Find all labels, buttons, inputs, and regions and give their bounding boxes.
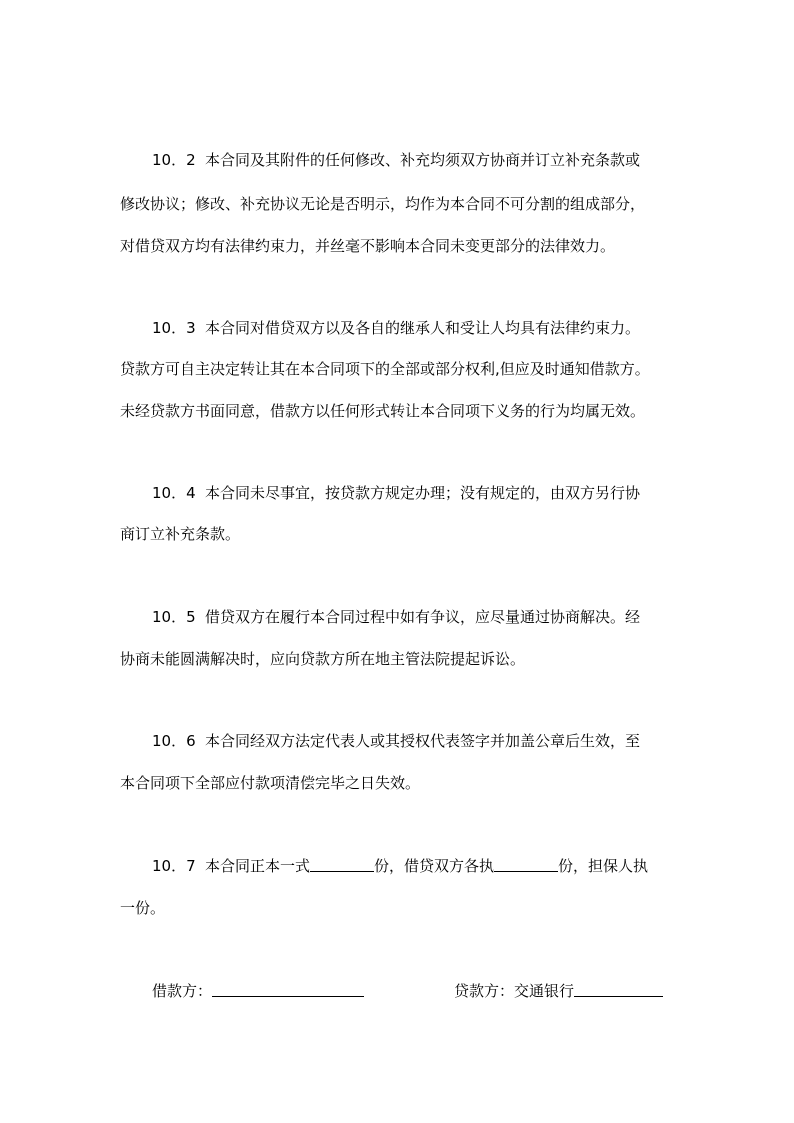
clause-number: 10．4 <box>152 484 196 502</box>
clause-text: 本合同经双方法定代表人或其授权代表签字并加盖公章后生效，至 <box>205 732 641 750</box>
lender-signature-blank[interactable] <box>574 981 663 997</box>
clause-10-3-line-2: 贷款方可自主决定转让其在本合同项下的全部或部分权利,但应及时通知借款方。 <box>120 360 650 378</box>
clause-text-a: 本合同正本一式 <box>205 857 311 875</box>
copies-each-blank[interactable] <box>494 856 558 872</box>
clause-10-7-line-2: 一份。 <box>120 899 166 917</box>
clause-10-4-line-1 <box>152 483 640 503</box>
lender-label: 贷款方：交通银行 <box>454 982 575 1000</box>
clause-10-3-line-1 <box>152 318 640 338</box>
clause-text: 本合同及其附件的任何修改、补充均须双方协商并订立补充条款或 <box>205 151 641 169</box>
borrower-label: 借款方： <box>152 982 213 1000</box>
clause-text: 本合同对借贷双方以及各自的继承人和受让人均具有法律约束力。 <box>205 319 641 337</box>
clause-10-3-line-3: 未经贷款方书面同意，借款方以任何形式转让本合同项下义务的行为均属无效。 <box>120 402 646 420</box>
clause-number: 10．3 <box>152 319 196 337</box>
clause-10-5-line-1 <box>152 607 640 627</box>
clause-number: 10．2 <box>152 151 196 169</box>
clause-number: 10．5 <box>152 608 196 626</box>
clause-10-5-line-2: 协商未能圆满解决时，应向贷款方所在地主管法院提起诉讼。 <box>120 650 526 668</box>
clause-10-2-line-2: 修改协议；修改、补充协议无论是否明示，均作为本合同不可分割的组成部分， <box>120 195 646 213</box>
clause-number: 10．7 <box>152 857 196 875</box>
clause-text: 本合同未尽事宜，按贷款方规定办理；没有规定的，由双方另行协 <box>205 484 641 502</box>
clause-10-2-line-1 <box>152 150 640 170</box>
borrower-signature-blank[interactable] <box>212 981 364 997</box>
clause-10-7-line-1 <box>152 856 648 876</box>
clause-number: 10．6 <box>152 732 196 750</box>
clause-text-c: 份，担保人执 <box>558 857 649 875</box>
clause-text-b: 份，借贷双方各执 <box>374 857 495 875</box>
clause-10-6-line-1 <box>152 731 640 751</box>
borrower-signature <box>152 981 364 1001</box>
clause-10-4-line-2: 商订立补充条款。 <box>120 525 241 543</box>
lender-signature <box>454 981 663 1001</box>
clause-10-2-line-3: 对借贷双方均有法律约束力，并丝毫不影响本合同未变更部分的法律效力。 <box>120 237 616 255</box>
clause-text: 借贷双方在履行本合同过程中如有争议，应尽量通过协商解决。经 <box>205 608 641 626</box>
clause-10-6-line-2: 本合同项下全部应付款项清偿完毕之日失效。 <box>120 774 421 792</box>
copies-total-blank[interactable] <box>310 856 374 872</box>
